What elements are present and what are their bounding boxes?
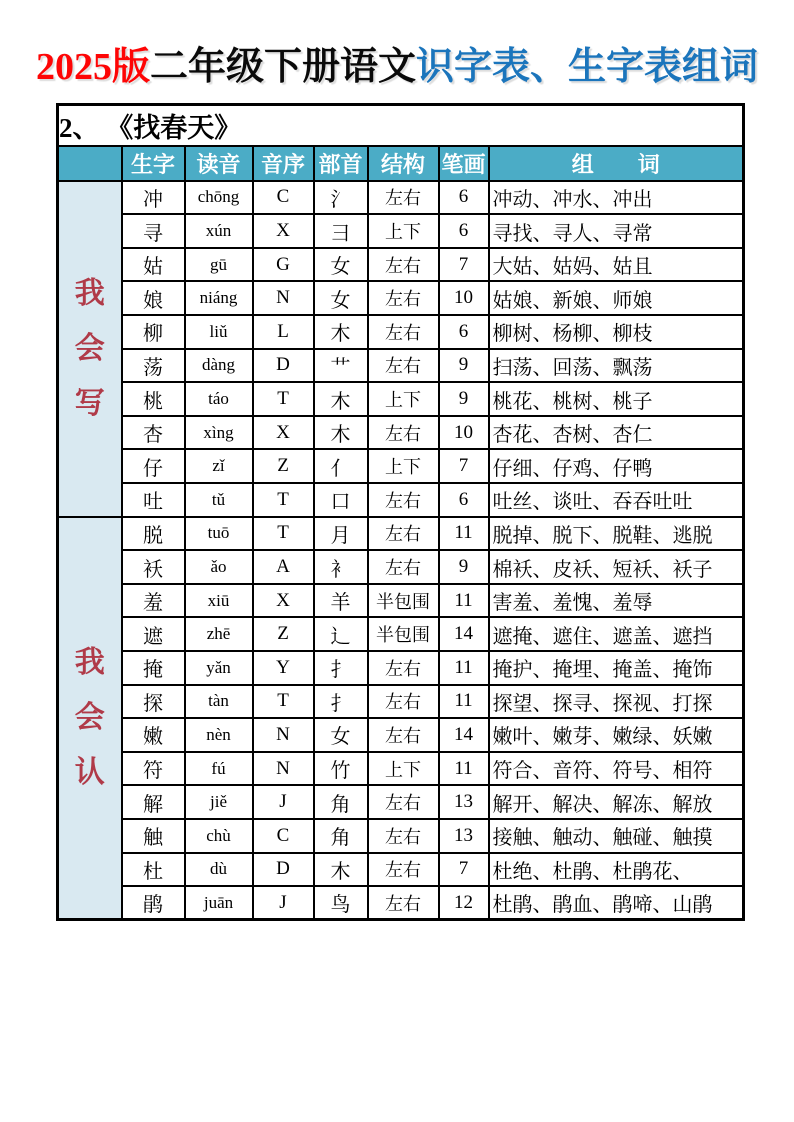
header-radical: 部首	[314, 146, 368, 181]
words-cell: 解开、解决、解冻、解放	[489, 785, 744, 819]
table-row	[58, 517, 744, 551]
structure-cell: 半包围	[368, 584, 439, 618]
words-cell: 探望、探寻、探视、打探	[489, 685, 744, 719]
words-cell: 冲动、冲水、冲出	[489, 181, 744, 215]
lesson-header-row	[58, 104, 744, 146]
initial-cell: J	[253, 785, 314, 819]
pinyin-cell: chù	[185, 819, 253, 853]
strokes-cell: 14	[439, 617, 489, 651]
table-row	[58, 785, 744, 819]
words-cell: 嫩叶、嫩芽、嫩绿、妖嫩	[489, 718, 744, 752]
structure-cell: 上下	[368, 449, 439, 483]
strokes-cell: 11	[439, 517, 489, 551]
char-cell: 遮	[122, 617, 185, 651]
words-cell: 扫荡、回荡、飘荡	[489, 349, 744, 383]
initial-cell: N	[253, 718, 314, 752]
radical-cell: 木	[314, 853, 368, 887]
pinyin-cell: dàng	[185, 349, 253, 383]
char-cell: 解	[122, 785, 185, 819]
structure-cell: 左右	[368, 315, 439, 349]
table-row	[58, 214, 744, 248]
initial-cell: X	[253, 416, 314, 450]
char-cell: 触	[122, 819, 185, 853]
words-cell: 杜绝、杜鹃、杜鹃花、	[489, 853, 744, 887]
initial-cell: T	[253, 517, 314, 551]
table-row	[58, 483, 744, 517]
section-label-char: 认	[74, 755, 105, 789]
radical-cell: 木	[314, 416, 368, 450]
header-words: 组 词	[489, 146, 744, 181]
strokes-cell: 6	[439, 483, 489, 517]
section-label-text	[59, 276, 121, 420]
pinyin-cell: tàn	[185, 685, 253, 719]
column-header-row	[58, 146, 744, 181]
structure-cell: 左右	[368, 281, 439, 315]
char-cell: 羞	[122, 584, 185, 618]
title-subject: 识字表、生字表组词	[416, 46, 759, 88]
char-cell: 杜	[122, 853, 185, 887]
table-row	[58, 181, 744, 215]
strokes-cell: 9	[439, 550, 489, 584]
words-cell: 柳树、杨柳、柳枝	[489, 315, 744, 349]
table-row	[58, 651, 744, 685]
table-row	[58, 752, 744, 786]
structure-cell: 上下	[368, 752, 439, 786]
radical-cell: 竹	[314, 752, 368, 786]
pinyin-cell: niáng	[185, 281, 253, 315]
pinyin-cell: chōng	[185, 181, 253, 215]
table-row	[58, 886, 744, 920]
table-row	[58, 416, 744, 450]
radical-cell: 女	[314, 718, 368, 752]
strokes-cell: 6	[439, 315, 489, 349]
section-label-char: 会	[74, 331, 105, 365]
pinyin-cell: gū	[185, 248, 253, 282]
initial-cell: N	[253, 752, 314, 786]
initial-cell: T	[253, 685, 314, 719]
strokes-cell: 13	[439, 819, 489, 853]
initial-cell: L	[253, 315, 314, 349]
lesson-title: 2、 《找春天》	[58, 104, 744, 146]
strokes-cell: 6	[439, 181, 489, 215]
radical-cell: 彐	[314, 214, 368, 248]
initial-cell: D	[253, 349, 314, 383]
radical-cell: 衤	[314, 550, 368, 584]
char-cell: 探	[122, 685, 185, 719]
table-row	[58, 853, 744, 887]
section-label-recognize	[58, 517, 122, 920]
radical-cell: 女	[314, 281, 368, 315]
radical-cell: 亻	[314, 449, 368, 483]
header-character: 生字	[122, 146, 185, 181]
structure-cell: 左右	[368, 248, 439, 282]
strokes-cell: 6	[439, 214, 489, 248]
strokes-cell: 10	[439, 281, 489, 315]
structure-cell: 左右	[368, 517, 439, 551]
table-row	[58, 685, 744, 719]
section-label-text	[59, 645, 121, 789]
radical-cell: 木	[314, 382, 368, 416]
table-row	[58, 349, 744, 383]
radical-cell: 羊	[314, 584, 368, 618]
radical-cell: 女	[314, 248, 368, 282]
char-cell: 脱	[122, 517, 185, 551]
char-cell: 嫩	[122, 718, 185, 752]
initial-cell: C	[253, 819, 314, 853]
strokes-cell: 14	[439, 718, 489, 752]
pinyin-cell: dù	[185, 853, 253, 887]
words-cell: 棉袄、皮袄、短袄、袄子	[489, 550, 744, 584]
initial-cell: A	[253, 550, 314, 584]
words-cell: 姑娘、新娘、师娘	[489, 281, 744, 315]
radical-cell: 角	[314, 819, 368, 853]
pinyin-cell: xìng	[185, 416, 253, 450]
header-pinyin: 读音	[185, 146, 253, 181]
pinyin-cell: tǔ	[185, 483, 253, 517]
table-row	[58, 449, 744, 483]
structure-cell: 左右	[368, 819, 439, 853]
initial-cell: N	[253, 281, 314, 315]
title-edition: 2025版	[35, 46, 150, 88]
table-row	[58, 584, 744, 618]
radical-cell: 氵	[314, 181, 368, 215]
words-cell: 脱掉、脱下、脱鞋、逃脱	[489, 517, 744, 551]
section-label-char: 我	[74, 276, 105, 310]
char-cell: 桃	[122, 382, 185, 416]
char-cell: 袄	[122, 550, 185, 584]
radical-cell: 扌	[314, 685, 368, 719]
words-cell: 仔细、仔鸡、仔鸭	[489, 449, 744, 483]
char-cell: 荡	[122, 349, 185, 383]
strokes-cell: 11	[439, 752, 489, 786]
header-initial: 音序	[253, 146, 314, 181]
words-cell: 大姑、姑妈、姑且	[489, 248, 744, 282]
char-cell: 鹃	[122, 886, 185, 920]
strokes-cell: 12	[439, 886, 489, 920]
radical-cell: 角	[314, 785, 368, 819]
pinyin-cell: zǐ	[185, 449, 253, 483]
table-body	[58, 181, 744, 920]
structure-cell: 左右	[368, 483, 439, 517]
char-cell: 符	[122, 752, 185, 786]
pinyin-cell: ǎo	[185, 550, 253, 584]
char-cell: 娘	[122, 281, 185, 315]
strokes-cell: 11	[439, 584, 489, 618]
strokes-cell: 7	[439, 248, 489, 282]
structure-cell: 左右	[368, 416, 439, 450]
structure-cell: 左右	[368, 181, 439, 215]
radical-cell: 扌	[314, 651, 368, 685]
pinyin-cell: xún	[185, 214, 253, 248]
pinyin-cell: tuō	[185, 517, 253, 551]
char-cell: 姑	[122, 248, 185, 282]
page-title	[0, 0, 794, 90]
structure-cell: 半包围	[368, 617, 439, 651]
char-cell: 冲	[122, 181, 185, 215]
table-row	[58, 550, 744, 584]
words-cell: 吐丝、谈吐、吞吞吐吐	[489, 483, 744, 517]
header-section	[58, 146, 122, 181]
initial-cell: T	[253, 483, 314, 517]
structure-cell: 左右	[368, 853, 439, 887]
pinyin-cell: juān	[185, 886, 253, 920]
radical-cell: 口	[314, 483, 368, 517]
initial-cell: Z	[253, 617, 314, 651]
pinyin-cell: xiū	[185, 584, 253, 618]
pinyin-cell: zhē	[185, 617, 253, 651]
title-grade: 二年级下册语文	[149, 46, 416, 88]
initial-cell: J	[253, 886, 314, 920]
initial-cell: T	[253, 382, 314, 416]
initial-cell: X	[253, 214, 314, 248]
structure-cell: 左右	[368, 785, 439, 819]
char-cell: 杏	[122, 416, 185, 450]
structure-cell: 上下	[368, 382, 439, 416]
strokes-cell: 11	[439, 651, 489, 685]
structure-cell: 左右	[368, 718, 439, 752]
header-strokes: 笔画	[439, 146, 489, 181]
structure-cell: 左右	[368, 550, 439, 584]
initial-cell: D	[253, 853, 314, 887]
words-cell: 杏花、杏树、杏仁	[489, 416, 744, 450]
initial-cell: X	[253, 584, 314, 618]
structure-cell: 左右	[368, 651, 439, 685]
table-row	[58, 281, 744, 315]
initial-cell: Z	[253, 449, 314, 483]
radical-cell: 艹	[314, 349, 368, 383]
words-cell: 接触、触动、触碰、触摸	[489, 819, 744, 853]
words-cell: 杜鹃、鹃血、鹃啼、山鹃	[489, 886, 744, 920]
strokes-cell: 13	[439, 785, 489, 819]
words-cell: 掩护、掩埋、掩盖、掩饰	[489, 651, 744, 685]
section-label-char: 会	[74, 700, 105, 734]
table-row	[58, 617, 744, 651]
structure-cell: 左右	[368, 685, 439, 719]
pinyin-cell: liǔ	[185, 315, 253, 349]
section-label-char: 写	[74, 386, 105, 420]
table-row	[58, 819, 744, 853]
strokes-cell: 7	[439, 449, 489, 483]
char-cell: 柳	[122, 315, 185, 349]
words-cell: 桃花、桃树、桃子	[489, 382, 744, 416]
pinyin-cell: jiě	[185, 785, 253, 819]
radical-cell: 月	[314, 517, 368, 551]
structure-cell: 左右	[368, 886, 439, 920]
initial-cell: G	[253, 248, 314, 282]
pinyin-cell: fú	[185, 752, 253, 786]
words-cell: 寻找、寻人、寻常	[489, 214, 744, 248]
words-cell: 遮掩、遮住、遮盖、遮挡	[489, 617, 744, 651]
strokes-cell: 10	[439, 416, 489, 450]
strokes-cell: 9	[439, 382, 489, 416]
structure-cell: 左右	[368, 349, 439, 383]
words-cell: 害羞、羞愧、羞辱	[489, 584, 744, 618]
table-row	[58, 248, 744, 282]
char-cell: 掩	[122, 651, 185, 685]
table-row	[58, 718, 744, 752]
radical-cell: 木	[314, 315, 368, 349]
table-row	[58, 315, 744, 349]
header-structure: 结构	[368, 146, 439, 181]
pinyin-cell: táo	[185, 382, 253, 416]
section-label-char: 我	[74, 645, 105, 679]
initial-cell: C	[253, 181, 314, 215]
radical-cell: 鸟	[314, 886, 368, 920]
strokes-cell: 7	[439, 853, 489, 887]
words-cell: 符合、音符、符号、相符	[489, 752, 744, 786]
char-cell: 仔	[122, 449, 185, 483]
pinyin-cell: yǎn	[185, 651, 253, 685]
char-cell: 吐	[122, 483, 185, 517]
character-table	[56, 103, 745, 922]
pinyin-cell: nèn	[185, 718, 253, 752]
structure-cell: 上下	[368, 214, 439, 248]
initial-cell: Y	[253, 651, 314, 685]
char-cell: 寻	[122, 214, 185, 248]
section-label-write	[58, 181, 122, 517]
radical-cell: 辶	[314, 617, 368, 651]
strokes-cell: 9	[439, 349, 489, 383]
table-row	[58, 382, 744, 416]
strokes-cell: 11	[439, 685, 489, 719]
